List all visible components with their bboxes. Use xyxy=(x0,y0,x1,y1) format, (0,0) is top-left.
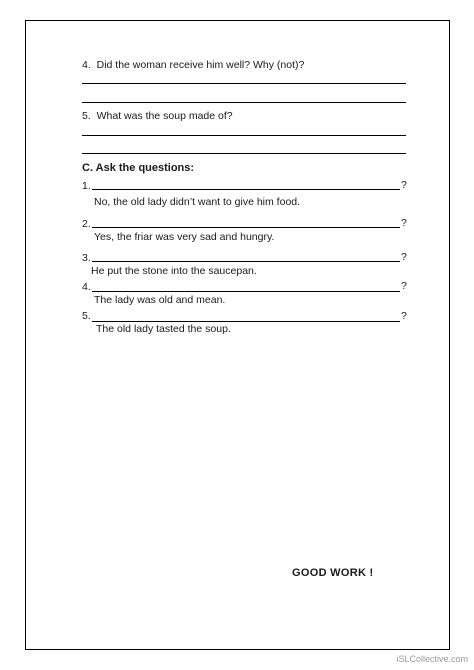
watermark-text: iSLCollective.com xyxy=(396,654,468,664)
question-blank[interactable] xyxy=(92,321,400,322)
question-5: 5. What was the soup made of? xyxy=(82,110,233,122)
section-c-heading: C. Ask the questions: xyxy=(82,162,195,174)
answer-line[interactable] xyxy=(82,153,406,154)
answer-text: The old lady tasted the soup. xyxy=(96,323,231,335)
item-number: 1. xyxy=(82,180,91,192)
answer-text: Yes, the friar was very sad and hungry. xyxy=(94,231,275,243)
answer-text: The lady was old and mean. xyxy=(94,294,226,306)
question-4: 4. Did the woman receive him well? Why (not)? xyxy=(82,59,305,71)
question-mark: ? xyxy=(401,251,407,263)
item-number: 2. xyxy=(82,218,91,230)
answer-line[interactable] xyxy=(82,102,406,103)
question-mark: ? xyxy=(401,179,407,191)
item-number: 5. xyxy=(82,310,91,322)
answer-text: He put the stone into the saucepan. xyxy=(91,265,257,277)
worksheet-page xyxy=(25,20,450,650)
question-blank[interactable] xyxy=(92,189,400,190)
answer-line[interactable] xyxy=(82,83,406,84)
item-number: 3. xyxy=(82,252,91,264)
question-blank[interactable] xyxy=(92,227,400,228)
item-number: 4. xyxy=(82,281,91,293)
good-work-message: GOOD WORK ! xyxy=(292,567,374,579)
question-blank[interactable] xyxy=(92,261,400,262)
answer-text: No, the old lady didn’t want to give him food. xyxy=(94,196,301,208)
question-mark: ? xyxy=(401,310,407,322)
question-mark: ? xyxy=(401,280,407,292)
answer-line[interactable] xyxy=(82,135,406,136)
question-mark: ? xyxy=(401,217,407,229)
question-blank[interactable] xyxy=(92,291,400,292)
